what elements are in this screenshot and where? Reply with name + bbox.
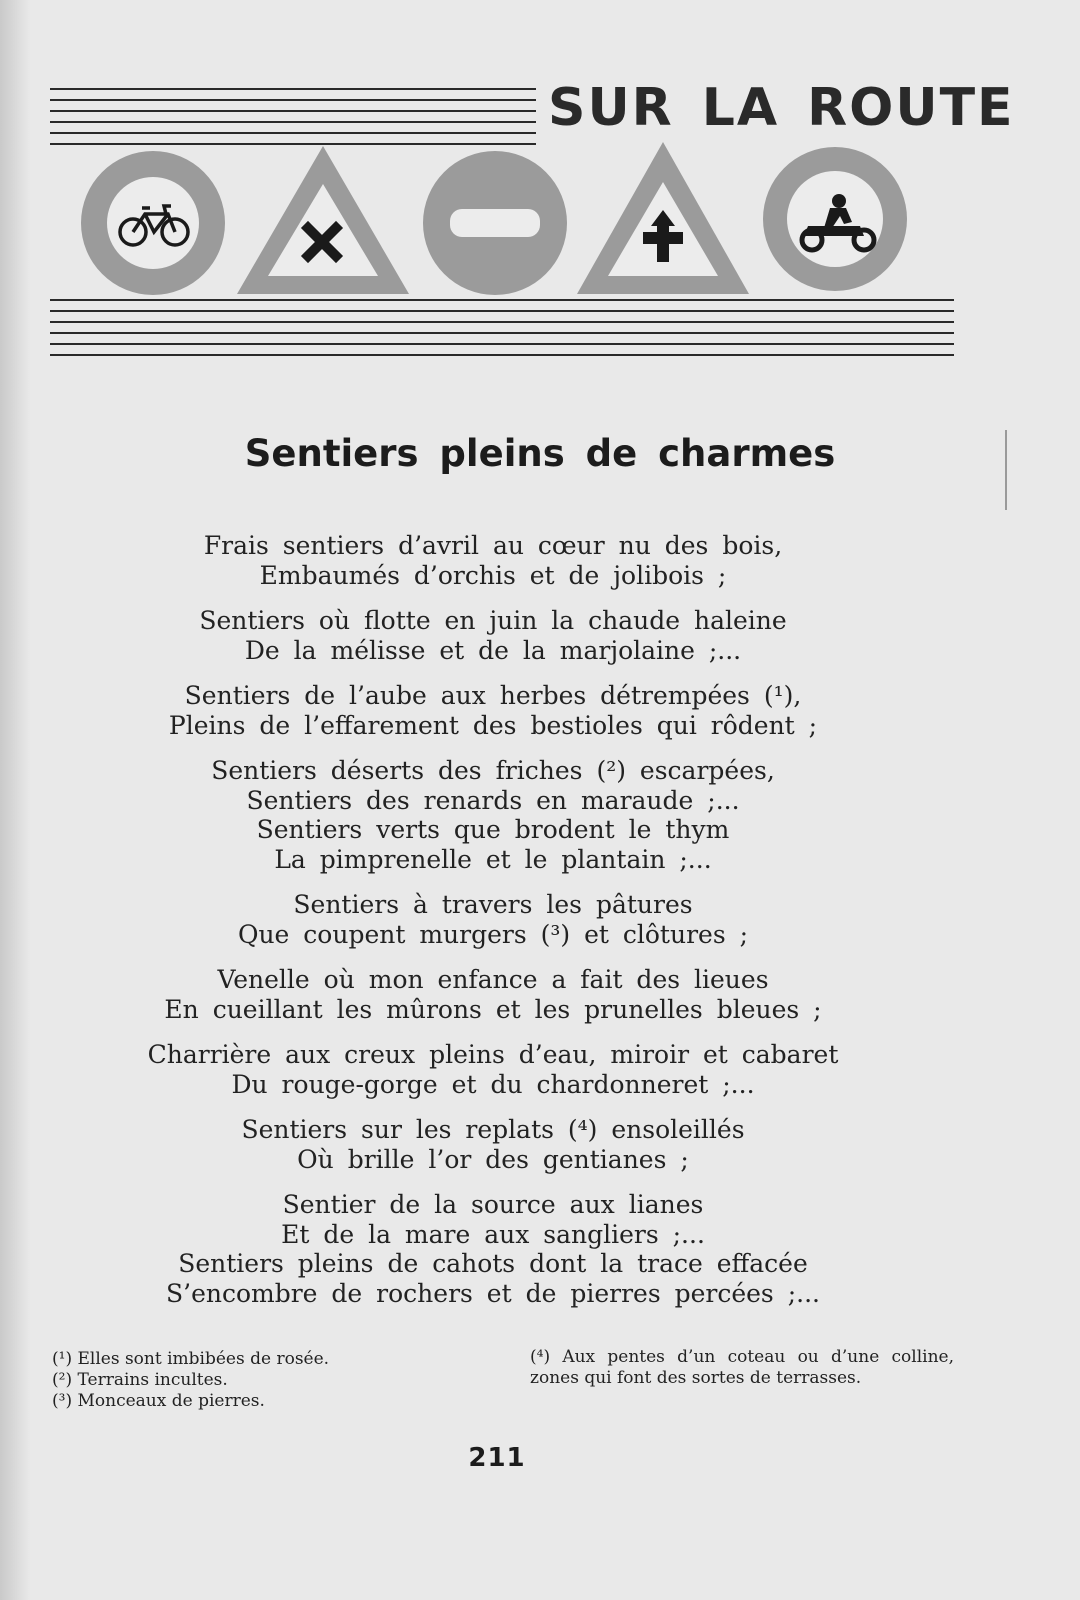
poem-line: Sentiers où flotte en juin la chaude haleine [199,606,787,635]
section-title-word-1: SUR [548,78,674,138]
poem-line: S’encombre de rochers et de pierres percées ;... [166,1278,820,1308]
footnote: (⁴) Aux pentes d’un coteau ou d’une colline, zones qui font des sortes de terrasses. [530,1347,954,1388]
section-title-word-3: ROUTE [807,78,1015,138]
poem-stanza [0,681,986,740]
poem-line: Sentiers sur les replats (⁴) ensoleillés [241,1115,745,1144]
poem-line: En cueillant les mûrons et les prunelles bleues ; [164,994,822,1024]
poem-line: De la mélisse et de la marjolaine ;... [244,635,742,665]
poem-line: Pleins de l’effarement des bestioles qui rôdent ; [168,710,818,740]
poem-title: Sentiers pleins de charmes [244,432,836,475]
bicycle-sign-icon [78,148,228,298]
footnotes-left [52,1349,472,1412]
poem-line: Frais sentiers d’avril au cœur nu des bois, [203,531,783,560]
motorcycle-sign-icon [760,144,910,294]
poem-stanza [0,531,986,590]
poem-line: Sentiers déserts des friches (²) escarpées, [211,756,775,785]
page-number: 211 [468,1443,526,1473]
footnote: (¹) Elles sont imbibées de rosée. [52,1349,330,1369]
poem-line: Sentiers de l’aube aux herbes détrempées (¹), [184,681,802,710]
poem-line: Où brille l’or des gentianes ; [297,1144,689,1174]
poem-line: Du rouge-gorge et du chardonneret ;... [231,1069,755,1099]
section-title-word-2: LA [701,78,780,138]
poem-stanza [0,1115,986,1174]
priority-road-warning-sign-icon [575,140,751,296]
poem-body [0,531,986,1324]
crossroads-warning-sign-icon [235,144,411,296]
poem-line: Et de la mare aux sangliers ;... [281,1219,705,1249]
no-entry-sign-icon [420,148,570,298]
header-rule-lines-bottom [50,299,954,365]
poem-line: Sentiers verts que brodent le thym [256,815,730,844]
poem-line: Venelle où mon enfance a fait des lieues [217,965,769,994]
poem-line: Sentiers à travers les pâtures [293,890,693,919]
footnotes-right [530,1347,954,1389]
section-title [548,78,1015,138]
poem-stanza [0,890,986,949]
poem-stanza [0,1190,986,1308]
poem-line: Charrière aux creux pleins d’eau, miroir et cabaret [147,1040,839,1069]
poem-line: La pimprenelle et le plantain ;... [274,844,712,874]
poem-stanza [0,965,986,1024]
poem-line: Embaumés d’orchis et de jolibois ; [259,560,727,590]
poem-line: Sentiers pleins de cahots dont la trace effacée [178,1249,808,1278]
poem-line: Sentiers des renards en maraude ;... [246,785,740,815]
poem-stanza [0,1040,986,1099]
poem-line: Que coupent murgers (³) et clôtures ; [237,919,749,949]
poem-stanza [0,756,986,874]
poem-line: Sentier de la source aux lianes [282,1190,704,1219]
poem-stanza [0,606,986,665]
footnote: (²) Terrains incultes. [52,1370,228,1390]
footnote: (³) Monceaux de pierres. [52,1391,265,1411]
road-signs-row [70,140,970,310]
